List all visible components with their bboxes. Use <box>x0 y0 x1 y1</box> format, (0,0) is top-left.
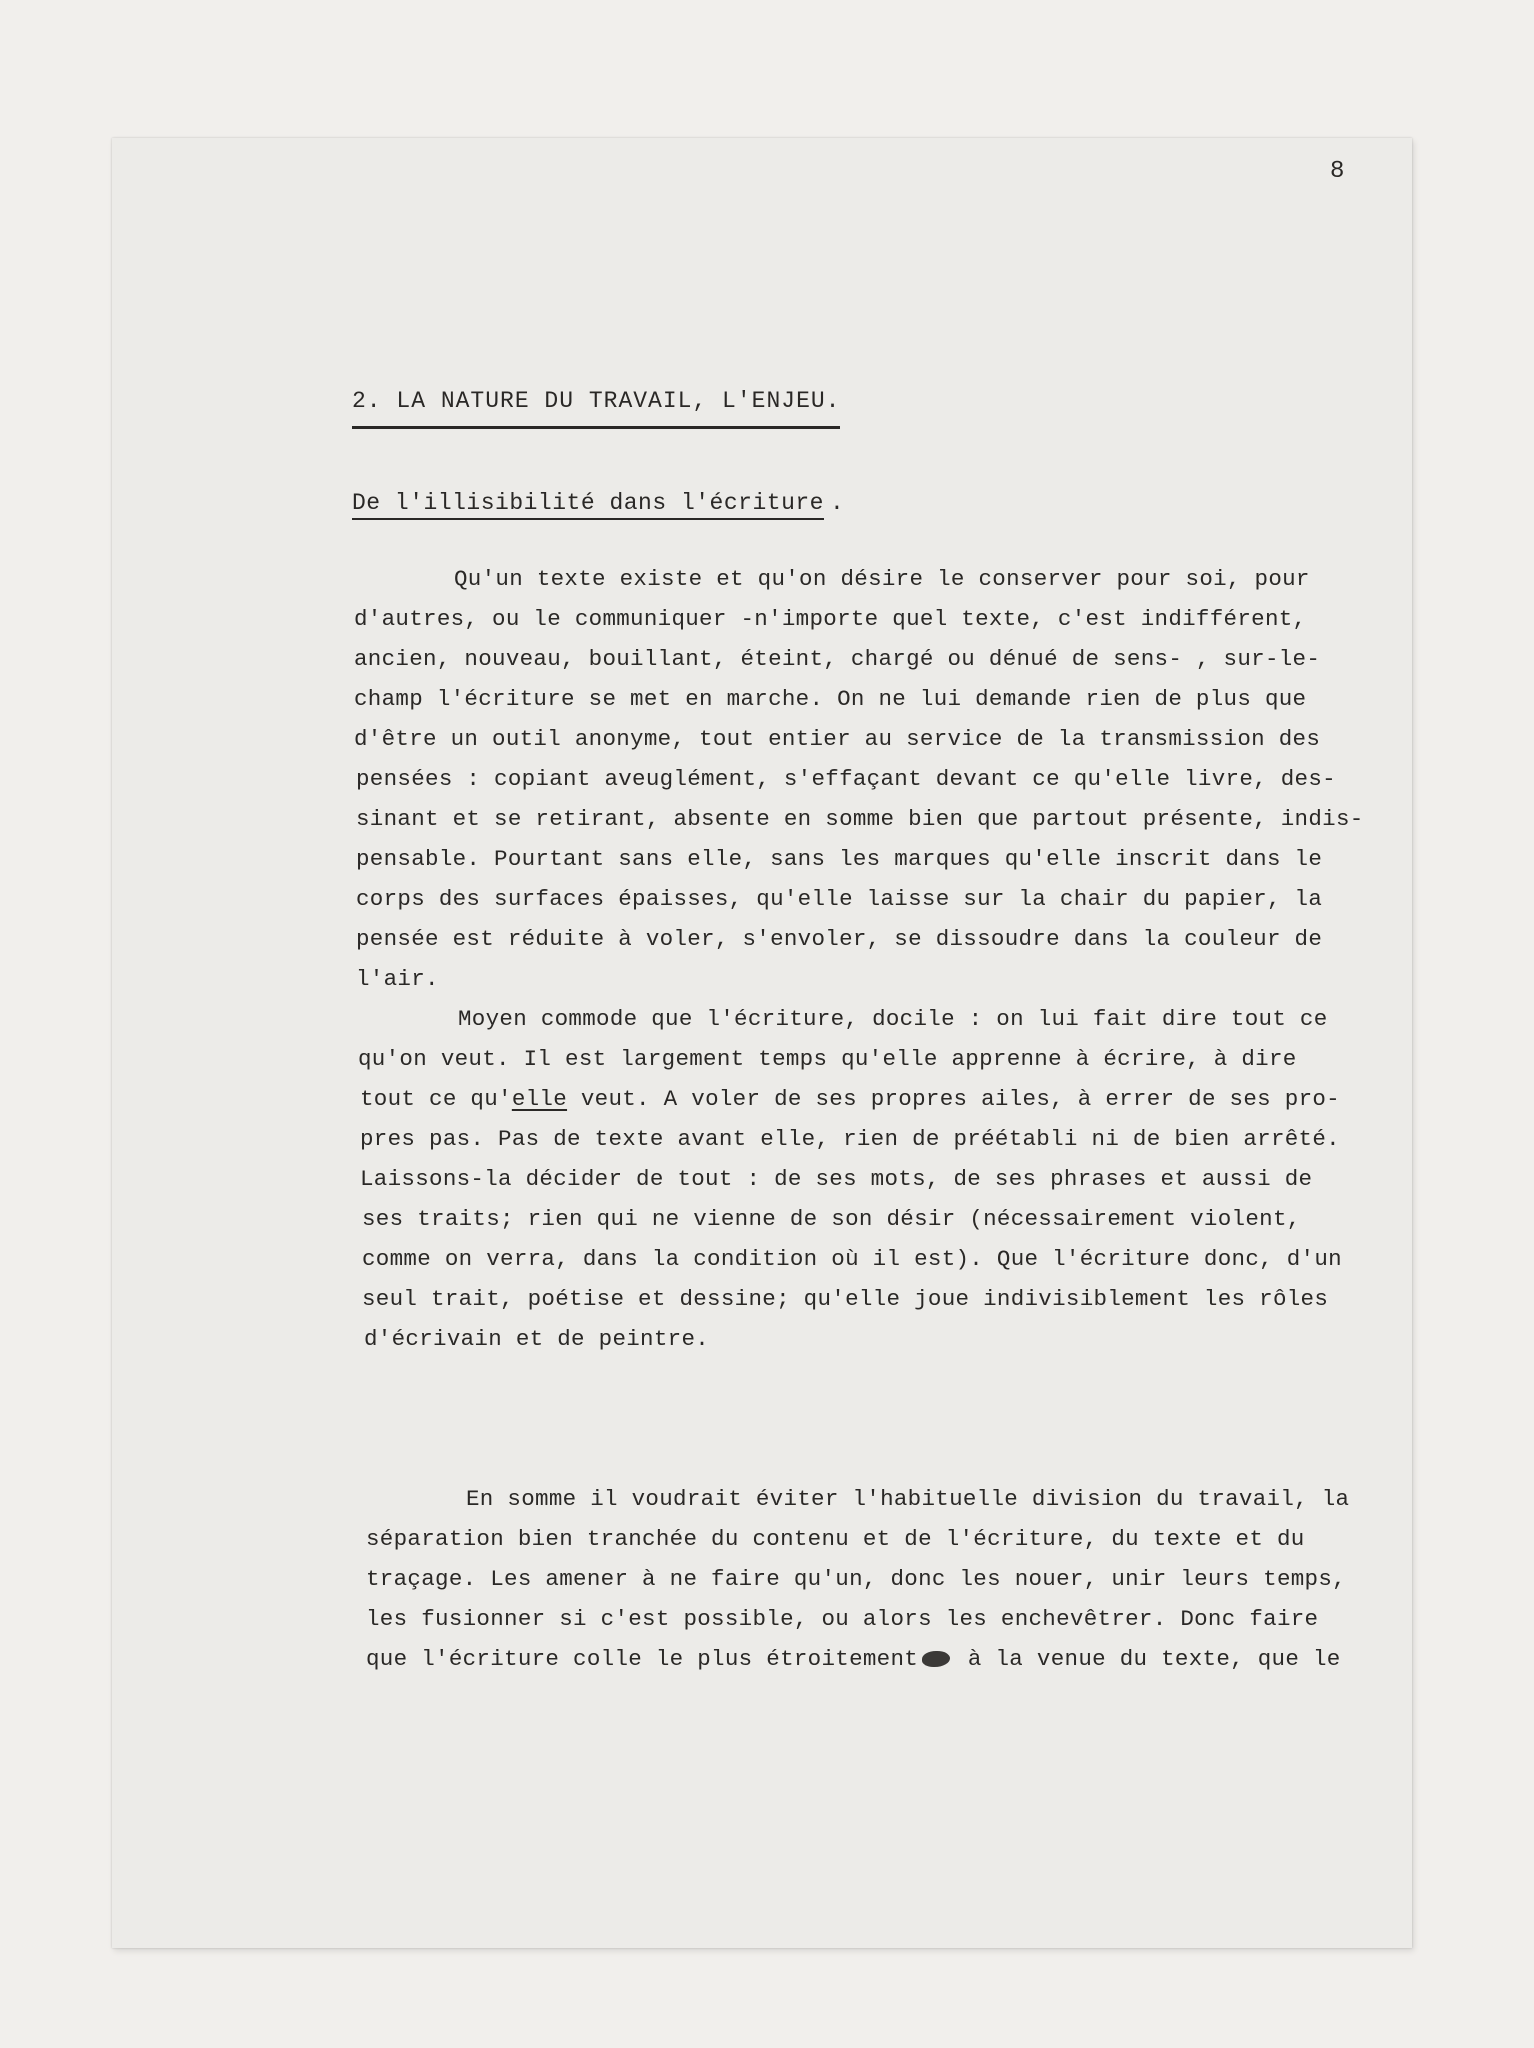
paragraph-line: qu'on veut. Il est largement temps qu'elle apprenne à écrire, à dire <box>358 1046 1297 1072</box>
page-number: 8 <box>1330 158 1346 185</box>
paragraph-line: traçage. Les amener à ne faire qu'un, donc les nouer, unir leurs temps, <box>366 1566 1346 1592</box>
paragraph-line: ses traits; rien qui ne vienne de son désir (nécessairement violent, <box>362 1206 1301 1232</box>
line-prefix: tout ce qu' <box>360 1086 512 1112</box>
line-before-blot: que l'écriture colle le plus étroitement <box>366 1646 919 1672</box>
paragraph-line: ancien, nouveau, bouillant, éteint, chargé ou dénué de sens- , sur-le- <box>354 646 1321 672</box>
underlined-word: elle <box>511 1086 568 1112</box>
paragraph-line: En somme il voudrait éviter l'habituelle division du travail, la <box>466 1486 1350 1512</box>
paragraph-line <box>366 1646 1341 1672</box>
line-after-blot: à la venue du texte, que le <box>954 1646 1341 1672</box>
paragraph-line: comme on verra, dans la condition où il est). Que l'écriture donc, d'un <box>362 1246 1342 1272</box>
subsection-heading-period: . <box>830 490 844 516</box>
paragraph-line: Laissons-la décider de tout : de ses mots, de ses phrases et aussi de <box>360 1166 1313 1192</box>
paragraph-line <box>360 1086 1340 1112</box>
ink-blot-mark <box>922 1651 950 1667</box>
section-heading: 2. LA NATURE DU TRAVAIL, L'ENJEU. <box>352 388 840 429</box>
paragraph-line: les fusionner si c'est possible, ou alors les enchevêtrer. Donc faire <box>366 1606 1319 1632</box>
paragraph-line: pensées : copiant aveuglément, s'effaçant devant ce qu'elle livre, des- <box>356 766 1336 792</box>
paragraph-line: Moyen commode que l'écriture, docile : on lui fait dire tout ce <box>458 1006 1328 1032</box>
paragraph-line: sinant et se retirant, absente en somme bien que partout présente, indis- <box>356 806 1364 832</box>
paragraph-line: pres pas. Pas de texte avant elle, rien de préétabli ni de bien arrêté. <box>360 1126 1340 1152</box>
paragraph-line: corps des surfaces épaisses, qu'elle laisse sur la chair du papier, la <box>356 886 1323 912</box>
paragraph-line: d'écrivain et de peintre. <box>364 1326 710 1352</box>
typewritten-page <box>112 138 1412 1948</box>
paragraph-line: pensable. Pourtant sans elle, sans les marques qu'elle inscrit dans le <box>356 846 1323 872</box>
paragraph-line: séparation bien tranchée du contenu et de l'écriture, du texte et du <box>366 1526 1305 1552</box>
paragraph-line: champ l'écriture se met en marche. On ne lui demande rien de plus que <box>354 686 1307 712</box>
paragraph-line: Qu'un texte existe et qu'on désire le conserver pour soi, pour <box>454 566 1310 592</box>
subsection-heading: De l'illisibilité dans l'écriture <box>352 490 824 520</box>
paragraph-line: d'être un outil anonyme, tout entier au service de la transmission des <box>354 726 1321 752</box>
paragraph-line: pensée est réduite à voler, s'envoler, se dissoudre dans la couleur de <box>356 926 1323 952</box>
paragraph-line: seul trait, poétise et dessine; qu'elle joue indivisiblement les rôles <box>362 1286 1329 1312</box>
paragraph-line: d'autres, ou le communiquer -n'importe quel texte, c'est indifférent, <box>354 606 1307 632</box>
line-suffix: veut. A voler de ses propres ailes, à errer de ses pro- <box>567 1086 1340 1112</box>
paragraph-line: l'air. <box>356 966 439 992</box>
